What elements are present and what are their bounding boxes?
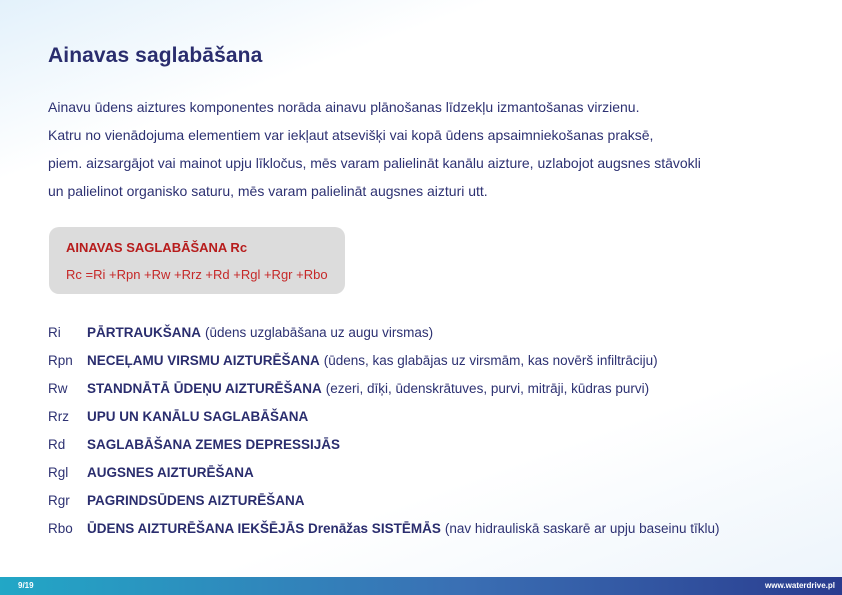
legend-row-rgr bbox=[48, 486, 719, 514]
legend-row-rbo bbox=[48, 514, 719, 542]
intro-line: un palielinot organisko saturu, mēs varam palielināt augsnes aizturi utt. bbox=[48, 183, 488, 199]
legend-note: (nav hidrauliskā saskarē ar upju baseinu tīklu) bbox=[444, 520, 720, 536]
legend-row-rpn bbox=[48, 346, 719, 374]
formula-expression: Rc =Ri +Rpn +Rw +Rrz +Rd +Rgl +Rgr +Rbo bbox=[66, 267, 328, 282]
legend-list bbox=[48, 318, 719, 542]
intro-line: Katru no vienādojuma elementiem var iekļaut atsevišķi vai kopā ūdens apsaimniekošanas praksē, bbox=[48, 127, 654, 143]
legend-code: Rgl bbox=[48, 464, 69, 480]
website-link[interactable]: www.waterdrive.pl bbox=[765, 581, 835, 590]
legend-name: PAGRINDSŪDENS AIZTURĒŠANA bbox=[87, 492, 305, 508]
legend-note: (ūdens uzglabāšana uz augu virsmas) bbox=[205, 324, 434, 340]
intro-line: piem. aizsargājot vai mainot upju līkločus, mēs varam palielināt kanālu aizture, uzlabojot augsnes stāvokli bbox=[48, 155, 701, 171]
intro-line: Ainavu ūdens aiztures komponentes norāda ainavu plānošanas līdzekļu izmantošanas virzienu. bbox=[48, 99, 640, 115]
legend-code: Rpn bbox=[48, 352, 73, 368]
formula-title: AINAVAS SAGLABĀŠANA Rc bbox=[66, 240, 248, 255]
legend-note: (ūdens, kas glabājas uz virsmām, kas novērš infiltrāciju) bbox=[323, 352, 658, 368]
legend-code: Rd bbox=[48, 436, 66, 452]
legend-name: UPU UN KANĀLU SAGLABĀŠANA bbox=[87, 408, 309, 424]
legend-code: Rw bbox=[48, 380, 68, 396]
legend-row-rrz bbox=[48, 402, 719, 430]
legend-name: ŪDENS AIZTURĒŠANA IEKŠĒJĀS Drenāžas SISTĒMĀS bbox=[87, 520, 441, 536]
legend-name: PĀRTRAUKŠANA bbox=[87, 324, 201, 340]
legend-row-rd bbox=[48, 430, 719, 458]
page-number: 9/19 bbox=[18, 581, 34, 590]
legend-code: Rbo bbox=[48, 520, 73, 536]
legend-code: Rgr bbox=[48, 492, 70, 508]
legend-row-rw bbox=[48, 374, 719, 402]
page-title: Ainavas saglabāšana bbox=[48, 44, 263, 67]
legend-code: Rrz bbox=[48, 408, 69, 424]
footer-bar bbox=[0, 577, 842, 595]
legend-name: STANDNĀTĀ ŪDEŅU AIZTURĒŠANA bbox=[87, 380, 322, 396]
legend-name: SAGLABĀŠANA ZEMES DEPRESSIJĀS bbox=[87, 436, 341, 452]
legend-row-rgl bbox=[48, 458, 719, 486]
formula-box bbox=[49, 227, 345, 294]
legend-note: (ezeri, dīķi, ūdenskrātuves, purvi, mitrāji, kūdras purvi) bbox=[325, 380, 650, 396]
intro-paragraph bbox=[48, 93, 808, 205]
legend-row-ri bbox=[48, 318, 719, 346]
legend-code: Ri bbox=[48, 324, 61, 340]
legend-name: AUGSNES AIZTURĒŠANA bbox=[87, 464, 254, 480]
legend-name: NECEĻAMU VIRSMU AIZTURĒŠANA bbox=[87, 352, 320, 368]
